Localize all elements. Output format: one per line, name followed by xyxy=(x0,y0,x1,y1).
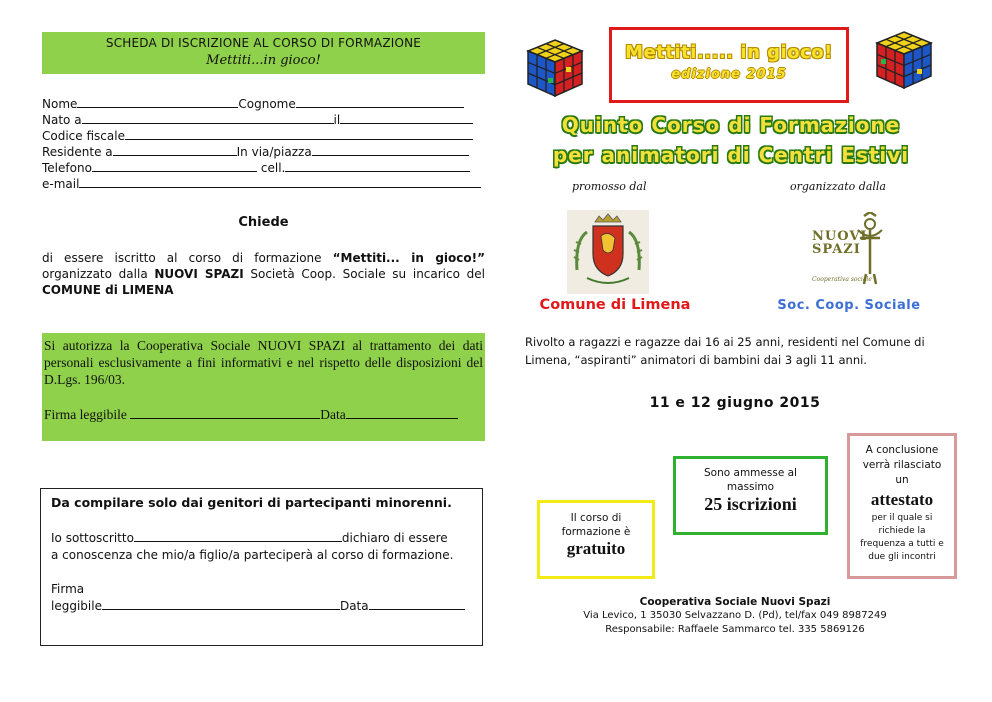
nuovi-spazi-logo-text: NUOVI SPAZI xyxy=(812,229,868,257)
free-course-text: Il corso di formazione è xyxy=(561,512,631,538)
consent-signature-row xyxy=(44,406,484,423)
data-label: Data xyxy=(320,407,346,422)
cf-field[interactable] xyxy=(125,127,473,140)
residente-label: Residente a xyxy=(42,145,113,159)
free-course-box xyxy=(537,500,655,579)
cell-label: cell. xyxy=(260,161,286,175)
footer-address: Via Levico, 1 35030 Selvazzano D. (Pd), tel/fax 049 8987249 xyxy=(583,610,887,621)
target-audience-text: Rivolto a ragazzi e ragazze dai 16 ai 25 anni, residenti nel Comune di Limena, “aspiranti” animatori di bambini dai 3 agli 11 anni. xyxy=(525,335,925,367)
email-label: e-mail xyxy=(42,177,80,191)
il-label: il xyxy=(333,113,341,127)
nome-field[interactable] xyxy=(77,95,238,108)
certificate-text-2: per il quale si richiede la frequenza a tutti e due gli incontri xyxy=(860,513,944,562)
sottoscritto-field[interactable] xyxy=(134,529,342,542)
telefono-row xyxy=(42,159,485,175)
footer-org-name: Cooperativa Sociale Nuovi Spazi xyxy=(639,596,831,608)
il-field[interactable] xyxy=(340,111,473,124)
footer-responsabile: Responsabile: Raffaele Sammarco tel. 335 5869126 xyxy=(605,624,865,635)
chiede-heading: Chiede xyxy=(238,215,289,230)
minor-signature xyxy=(51,581,476,614)
organizzato-label: organizzato dalla xyxy=(790,180,886,193)
certificate-text-1: A conclusione verrà rilasciato un xyxy=(862,444,942,486)
minor-data-field[interactable] xyxy=(369,597,465,610)
email-field[interactable] xyxy=(79,175,481,188)
title-box xyxy=(609,27,849,103)
minor-data-label: Data xyxy=(339,599,369,613)
rubik-cube-right-icon xyxy=(873,29,935,91)
certificate-value: attestato xyxy=(870,490,934,509)
cf-row xyxy=(42,127,485,143)
dichiaro-label: dichiaro di essere xyxy=(341,531,448,545)
data-field[interactable] xyxy=(346,406,458,419)
event-dates: 11 e 12 giugno 2015 xyxy=(649,395,821,411)
email-row xyxy=(42,175,485,191)
comune-coat-of-arms-icon xyxy=(567,210,649,294)
via-label: In via/piazza xyxy=(236,145,312,159)
consent-box xyxy=(42,333,485,441)
request-text-2: organizzato dalla xyxy=(42,267,155,281)
cell-field[interactable] xyxy=(285,159,470,172)
minor-leggibile-label: leggibile xyxy=(51,599,102,613)
nuovi-spazi-logo-sub: Cooperativa sociale xyxy=(812,276,872,283)
coop-name-label: Soc. Coop. Sociale xyxy=(777,298,921,313)
event-title: Mettiti..... in gioco! xyxy=(625,42,833,63)
request-text-1: di essere iscritto al corso di formazione xyxy=(42,251,333,265)
consent-text: Si autorizza la Cooperativa Sociale NUOVI SPAZI al trattamento dei dati personali esclusivamente a fini informativi e nel rispetto delle disposizioni del D.Lgs. 196/03. xyxy=(44,338,483,387)
comune-name-label: Comune di Limena xyxy=(539,297,691,313)
headline-2: per animatori di Centri Estivi xyxy=(552,143,910,167)
rubik-cube-left-icon xyxy=(524,37,586,99)
max-enrollment-text: Sono ammesse al massimo xyxy=(704,467,797,493)
io-label: Io sottoscritto xyxy=(51,531,134,545)
headline-1: Quinto Corso di Formazione xyxy=(561,113,901,137)
nato-row xyxy=(42,111,485,127)
nome-label: Nome xyxy=(42,97,78,111)
course-name: “Mettiti... in gioco!” xyxy=(332,251,486,265)
nato-label: Nato a xyxy=(42,113,82,127)
certificate-box xyxy=(847,433,957,579)
form-header xyxy=(42,32,485,74)
nome-cognome-row xyxy=(42,95,485,111)
max-enrollment-value: 25 iscrizioni xyxy=(704,494,797,514)
minor-declaration xyxy=(51,529,476,564)
minor-title: Da compilare solo dai genitori di partecipanti minorenni. xyxy=(51,495,452,510)
nato-field[interactable] xyxy=(82,111,334,124)
form-subtitle: Mettiti...in gioco! xyxy=(206,53,321,68)
org-name: NUOVI SPAZI xyxy=(154,267,244,281)
request-paragraph xyxy=(42,250,485,298)
footer xyxy=(525,595,945,637)
minor-firma-field[interactable] xyxy=(102,597,340,610)
minor-firma-label: Firma xyxy=(51,582,85,596)
event-edition: edizione 2015 xyxy=(671,67,787,82)
residenza-row xyxy=(42,143,485,159)
firma-field[interactable] xyxy=(130,406,320,419)
telefono-field[interactable] xyxy=(92,159,257,172)
promosso-label: promosso dal xyxy=(572,180,647,193)
nuovi-spazi-logo xyxy=(812,212,892,292)
firma-label: Firma leggibile xyxy=(44,407,127,422)
cognome-field[interactable] xyxy=(296,95,464,108)
request-text-3: Società Coop. Sociale su incarico del xyxy=(243,267,485,281)
cf-label: Codice fiscale xyxy=(42,129,125,143)
residente-field[interactable] xyxy=(113,143,237,156)
cognome-label: Cognome xyxy=(238,97,296,111)
comune-name: COMUNE di LIMENA xyxy=(42,283,174,297)
form-title: SCHEDA DI ISCRIZIONE AL CORSO DI FORMAZIONE xyxy=(105,36,422,50)
telefono-label: Telefono xyxy=(42,161,92,175)
minor-box xyxy=(40,488,483,646)
via-field[interactable] xyxy=(312,143,469,156)
free-course-value: gratuito xyxy=(566,539,626,558)
conoscenza-text: a conoscenza che mio/a figlio/a parteciperà al corso di formazione. xyxy=(51,548,454,562)
max-enrollment-box xyxy=(673,456,828,535)
